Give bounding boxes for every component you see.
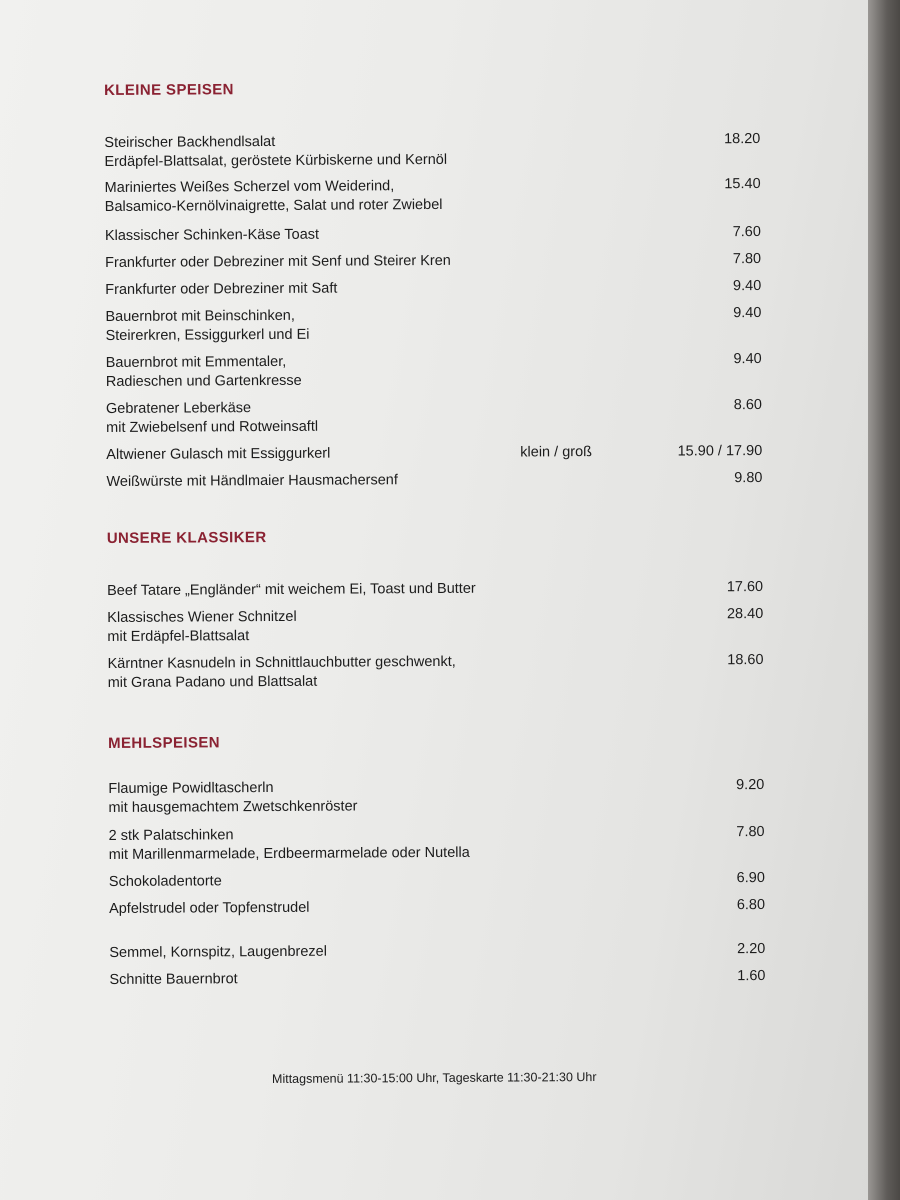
menu-item-line: Klassisches Wiener Schnitzel [107, 608, 297, 626]
menu-item [106, 350, 786, 392]
page-edge-shadow [868, 0, 900, 1200]
menu-item-description [106, 443, 536, 465]
menu-item-description [106, 397, 536, 438]
menu-item-description [105, 176, 535, 217]
menu-item-line: Radieschen und Gartenkresse [105, 372, 302, 390]
menu-item-line: Semmel, Kornspitz, Laugenbrezel [109, 943, 327, 961]
menu-item-price: 18.20 [724, 130, 761, 148]
menu-item-price: 7.80 [736, 823, 765, 841]
menu-item-description [105, 224, 535, 246]
menu-item-price: 9.40 [732, 277, 762, 295]
menu-item-price: 28.40 [726, 605, 764, 623]
menu-item-line: 2 stk Palatschinken [108, 827, 234, 844]
menu-item-line: Altwiener Gulasch mit Essiggurkerl [106, 445, 331, 463]
menu-item-price: 9.40 [733, 350, 762, 368]
menu-item-line: Apfelstrudel oder Topfenstrudel [109, 899, 310, 917]
menu-item [109, 823, 789, 865]
menu-item-price: 9.80 [734, 469, 763, 487]
menu-item [105, 304, 785, 346]
menu-item [107, 605, 787, 647]
menu-item-price: 15.40 [724, 175, 761, 193]
section-title: KLEINE SPEISEN [104, 81, 234, 99]
menu-item-line: Frankfurter oder Debreziner mit Saft [105, 280, 338, 298]
menu-item-description [106, 351, 536, 392]
menu-item-line: Erdäpfel-Blattsalat, geröstete Kürbiskerne und Kernöl [104, 151, 448, 170]
menu-item-price: 1.60 [737, 967, 766, 985]
menu-item-description [104, 131, 534, 172]
menu-item-description [109, 941, 539, 963]
menu-item-line: mit Marillenmarmelade, Erdbeermarmelade oder Nutella [108, 844, 470, 863]
menu-item-line: Gebratener Leberkäse [105, 400, 252, 417]
menu-item-description [109, 897, 539, 919]
menu-item-description [105, 251, 535, 273]
menu-item-price: 7.60 [732, 223, 761, 241]
menu-item-line: Balsamico-Kernölvinaigrette, Salat und roter Zwiebel [104, 196, 443, 215]
menu-item-description [108, 777, 538, 818]
menu-item-description [105, 278, 535, 300]
menu-item-size: klein / groß [520, 444, 593, 461]
menu-item-description [109, 824, 539, 865]
menu-item-description [107, 606, 537, 647]
menu-item-line: Weißwürste mit Händlmaier Hausmachersenf [106, 472, 398, 490]
menu-item-line: Frankfurter oder Debreziner mit Senf und Steirer Kren [105, 252, 451, 271]
menu-item-line: mit Grana Padano und Blattsalat [107, 673, 318, 691]
menu-item-line: Bauernbrot mit Emmentaler, [105, 353, 287, 371]
opening-hours-footer: Mittagsmenü 11:30-15:00 Uhr, Tageskarte 11:30-21:30 Uhr [271, 1070, 597, 1086]
menu-item-line: Beef Tatare „Engländer“ mit weichem Ei, Toast und Butter [107, 580, 476, 599]
menu-item-description [109, 870, 539, 892]
menu-item-price: 2.20 [737, 940, 766, 958]
menu-item-line: Klassischer Schinken-Käse Toast [104, 226, 320, 244]
menu-item-price: 6.80 [736, 896, 766, 914]
menu-item-description [107, 579, 537, 601]
menu-item-description [109, 968, 539, 990]
menu-item-price: 8.60 [733, 396, 763, 414]
menu-item-price: 9.20 [736, 776, 765, 794]
menu-item-line: mit hausgemachtem Zwetschkenröster [108, 798, 358, 816]
menu-item [104, 130, 784, 172]
menu-item-description [108, 652, 538, 693]
section-title: MEHLSPEISEN [107, 734, 221, 752]
menu-item-price: 7.80 [732, 250, 762, 268]
menu-item [108, 651, 788, 693]
menu-item-line: Steirischer Backhendlsalat [104, 133, 276, 151]
menu-item-line: Schnitte Bauernbrot [109, 971, 238, 988]
menu-item-line: mit Zwiebelsenf und Rotweinsaftl [106, 418, 319, 436]
menu-item-line: mit Erdäpfel-Blattsalat [107, 628, 250, 645]
menu-item-description [105, 305, 535, 346]
menu-item-price: 6.90 [736, 869, 765, 887]
section-title: UNSERE KLASSIKER [106, 529, 267, 547]
menu-item-description [106, 470, 536, 492]
menu-item-price: 15.90 / 17.90 [677, 442, 763, 460]
menu-item-price: 9.40 [733, 304, 762, 322]
menu-item-line: Schokoladentorte [108, 873, 222, 890]
menu-item [105, 175, 785, 217]
menu-item-price: 17.60 [726, 578, 764, 596]
menu-item-line: Kärntner Kasnudeln in Schnittlauchbutter geschwenkt, [107, 653, 456, 672]
menu-item-price: 18.60 [727, 651, 764, 669]
menu-item [106, 396, 786, 438]
menu-item [108, 776, 788, 818]
menu-item-line: Steirerkren, Essiggurkerl und Ei [105, 326, 310, 344]
menu-item-line: Bauernbrot mit Beinschinken, [105, 307, 295, 325]
menu-item-line: Flaumige Powidltascherln [108, 779, 274, 797]
menu-item-line: Mariniertes Weißes Scherzel vom Weiderind, [104, 178, 395, 196]
